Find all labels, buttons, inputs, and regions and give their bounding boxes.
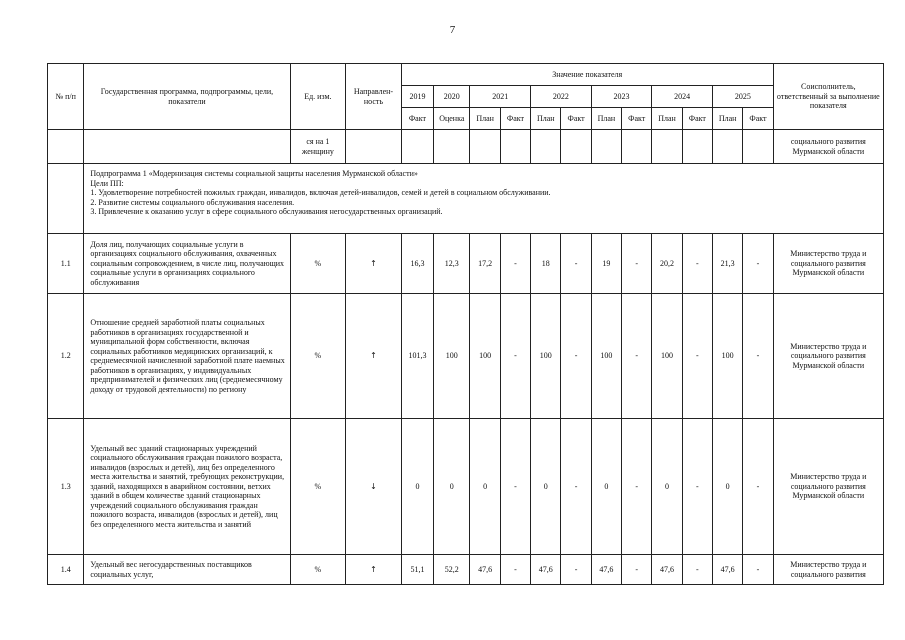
carry-unit: ся на 1 женщину [290, 130, 346, 164]
value-cell: - [561, 234, 591, 294]
value-cell: 100 [434, 294, 470, 419]
header-subcol: Факт [622, 108, 652, 130]
cell [682, 130, 712, 164]
cell [500, 130, 530, 164]
value-cell: 47,6 [531, 555, 561, 585]
value-cell: 100 [531, 294, 561, 419]
subprogram-block [84, 164, 884, 234]
row-text: Доля лиц, получающих социальные услуги в организациях социального обслуживания, охваченных социальным сопровождением, в числе лиц, получающих социальные услуги в организациях социального обслуживания [84, 234, 290, 294]
value-cell: - [622, 294, 652, 419]
subprogram-goal: 3. Привлечение к оказанию услуг в сфере социального обслуживания негосударственных организаций. [90, 207, 443, 216]
value-cell: - [622, 555, 652, 585]
table-row [48, 294, 884, 419]
row-unit: % [290, 419, 346, 555]
row-num: 1.4 [48, 555, 84, 585]
row-text: Удельный вес негосударственных поставщиков социальных услуг, [84, 555, 290, 585]
header-responsible: Соисполнитель, ответственный за выполнение показателя [773, 64, 883, 130]
row-unit: % [290, 555, 346, 585]
row-text: Отношение средней заработной платы социальных работников в организациях государственной и муниципальной форм собственности, включая социальных работников медицинских организаций, к среднемесячной начисленной заработной плате наемных работников в организациях, у индивидуальных предпринимателей и физических лиц (среднемесячному доходу от трудовой деятельности) по региону [84, 294, 290, 419]
cell [531, 130, 561, 164]
value-cell: - [743, 419, 773, 555]
value-cell: 0 [401, 419, 433, 555]
row-text: Удельный вес зданий стационарных учреждений социального обслуживания граждан пожилого возраста, инвалидов (взрослых и детей), лиц без определенного места жительства и занятий, требующих реконструкции, зданий, находящихся в аварийном состоянии, ветхих зданий в общем количестве зданий стационарных учреждений социального обслуживания граждан пожилого возраста, инвалидов (взрослых и детей), лиц без определенного места жительства и занятий [84, 419, 290, 555]
value-cell: - [682, 234, 712, 294]
value-cell: - [500, 234, 530, 294]
table-row [48, 419, 884, 555]
value-cell: 16,3 [401, 234, 433, 294]
value-cell: - [500, 555, 530, 585]
header-year: 2020 [434, 86, 470, 108]
header-num: № п/п [48, 64, 84, 130]
header-year: 2025 [712, 86, 773, 108]
value-cell: - [500, 419, 530, 555]
cell [434, 130, 470, 164]
value-cell: 52,2 [434, 555, 470, 585]
value-cell: - [682, 294, 712, 419]
value-cell: 47,6 [591, 555, 621, 585]
value-cell: - [561, 555, 591, 585]
cell [743, 130, 773, 164]
value-cell: 19 [591, 234, 621, 294]
subprogram-goals-label: Цели ПП: [90, 178, 124, 188]
header-year: 2022 [531, 86, 592, 108]
table-row [48, 234, 884, 294]
row-num: 1.3 [48, 419, 84, 555]
value-cell: 18 [531, 234, 561, 294]
value-cell: 0 [712, 419, 742, 555]
cell [622, 130, 652, 164]
row-responsible: Министерство труда и социального развития Мурманской области [773, 419, 883, 555]
value-cell: - [500, 294, 530, 419]
cell [591, 130, 621, 164]
header-subcol: Факт [401, 108, 433, 130]
value-cell: - [561, 294, 591, 419]
value-cell: 100 [652, 294, 682, 419]
value-cell: - [561, 419, 591, 555]
cell [48, 130, 84, 164]
value-cell: 12,3 [434, 234, 470, 294]
value-cell: 0 [591, 419, 621, 555]
header-unit: Ед. изм. [290, 64, 346, 130]
value-cell: 100 [712, 294, 742, 419]
value-cell: 101,3 [401, 294, 433, 419]
row-num: 1.2 [48, 294, 84, 419]
header-year: 2024 [652, 86, 713, 108]
subprogram-goal: 1. Удовлетворение потребностей пожилых граждан, инвалидов, включая детей-инвалидов, семей и детей в социальном обслуживании. [90, 188, 551, 197]
carry-row [48, 130, 884, 164]
direction-up-icon: ↑ [346, 555, 402, 585]
row-unit: % [290, 294, 346, 419]
cell [84, 130, 290, 164]
cell [470, 130, 500, 164]
subprogram-title: Подпрограмма 1 «Модернизация системы социальной защиты населения Мурманской области» [90, 169, 418, 178]
header-program: Государственная программа, подпрограммы, цели, показатели [84, 64, 290, 130]
row-unit: % [290, 234, 346, 294]
subprogram-row [48, 164, 884, 234]
header-subcol: Факт [682, 108, 712, 130]
value-cell: 0 [434, 419, 470, 555]
cell [561, 130, 591, 164]
subprogram-goal: 2. Развитие системы социального обслуживания населения. [90, 197, 295, 207]
header-subcol: План [712, 108, 742, 130]
value-cell: 20,2 [652, 234, 682, 294]
value-cell: - [743, 555, 773, 585]
direction-down-icon: ↓ [346, 419, 402, 555]
row-num: 1.1 [48, 234, 84, 294]
value-cell: 21,3 [712, 234, 742, 294]
header-subcol: Факт [500, 108, 530, 130]
value-cell: 0 [470, 419, 500, 555]
header-year: 2021 [470, 86, 531, 108]
header-direction: Направлен-ность [346, 64, 402, 130]
page-number: 7 [449, 24, 456, 36]
direction-up-icon: ↑ [346, 234, 402, 294]
direction-up-icon: ↑ [346, 294, 402, 419]
value-cell: 51,1 [401, 555, 433, 585]
value-cell: - [622, 419, 652, 555]
header-subcol: План [652, 108, 682, 130]
value-cell: 0 [531, 419, 561, 555]
value-cell: 100 [591, 294, 621, 419]
table-row [48, 555, 884, 585]
cell [401, 130, 433, 164]
header-year: 2019 [401, 86, 433, 108]
cell [712, 130, 742, 164]
cell [346, 130, 402, 164]
value-cell: 17,2 [470, 234, 500, 294]
value-cell: - [743, 234, 773, 294]
value-cell: - [682, 555, 712, 585]
cell [48, 164, 84, 234]
row-responsible: Министерство труда и социального развития Мурманской области [773, 294, 883, 419]
value-cell: 47,6 [712, 555, 742, 585]
carry-responsible: социального развития Мурманской области [773, 130, 883, 164]
header-subcol: План [470, 108, 500, 130]
value-cell: - [743, 294, 773, 419]
value-cell: - [622, 234, 652, 294]
value-cell: 0 [652, 419, 682, 555]
header-subcol: Оценка [434, 108, 470, 130]
value-cell: - [682, 419, 712, 555]
header-subcol: Факт [561, 108, 591, 130]
value-cell: 47,6 [652, 555, 682, 585]
header-value-group: Значение показателя [401, 64, 773, 86]
header-subcol: План [591, 108, 621, 130]
header-subcol: План [531, 108, 561, 130]
header-subcol: Факт [743, 108, 773, 130]
indicators-table [47, 63, 884, 585]
row-responsible: Министерство труда и социального развития Мурманской области [773, 234, 883, 294]
cell [652, 130, 682, 164]
value-cell: 100 [470, 294, 500, 419]
header-year: 2023 [591, 86, 652, 108]
row-responsible: Министерство труда и социального развития [773, 555, 883, 585]
value-cell: 47,6 [470, 555, 500, 585]
